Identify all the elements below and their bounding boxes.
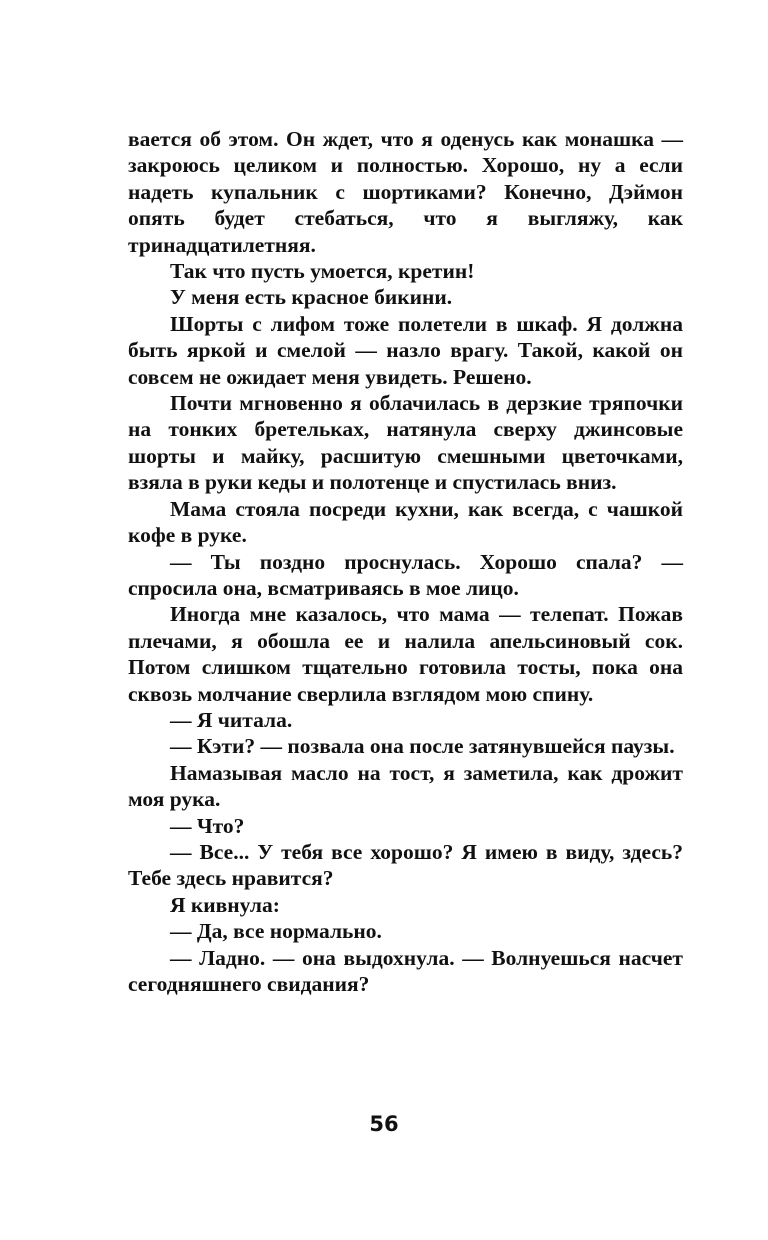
paragraph: Почти мгновенно я облачилась в дерзкие тряпочки на тонких бретельках, натянула сверху джинсовые шорты и майку, расшитую смешными цветочками, взяла в руки кеды и полотенце и спустилась вниз.	[128, 391, 683, 495]
dialogue-line: — Кэти? — позвала она после затянувшейся паузы.	[170, 734, 675, 759]
page-number: 56	[369, 1112, 399, 1136]
dialogue-line: — Все... У тебя все хорошо? Я имею в виду, здесь? Тебе здесь нравится?	[128, 839, 683, 891]
paragraph: Шорты с лифом тоже полетели в шкаф. Я должна быть яркой и смелой — назло врагу. Такой, какой он совсем не ожидает меня увидеть. Решено.	[128, 311, 683, 389]
dialogue-line: — Я читала.	[170, 707, 293, 732]
paragraph-continuation: вается об этом. Он ждет, что я оденусь как монашка — закроюсь целиком и полностью. Хорошо, ну а если надеть купальник с шортиками? Конечно, Дэймон опять будет стебаться, что я выгляжу, как тринадцатилетняя.	[128, 127, 683, 257]
dialogue-line: — Да, все нормально.	[170, 919, 382, 944]
paragraph: Иногда мне казалось, что мама — телепат. Пожав плечами, я обошла ее и налила апельсиновый сок. Потом слишком тщательно готовила тосты, пока она сквозь молчание сверлила взглядом мою спину.	[128, 602, 683, 706]
page-text	[128, 126, 683, 997]
paragraph: Мама стояла посреди кухни, как всегда, с чашкой кофе в руке.	[128, 496, 683, 548]
paragraph: Так что пусть умоется, кретин!	[170, 259, 475, 284]
paragraph: Я кивнула:	[170, 892, 280, 917]
paragraph: Намазывая масло на тост, я заметила, как дрожит моя рука.	[128, 760, 683, 812]
dialogue-line: — Ладно. — она выдохнула. — Волнуешься насчет сегодняшнего свидания?	[128, 945, 683, 996]
dialogue-line: — Ты поздно проснулась. Хорошо спала? — спросила она, всматриваясь в мое лицо.	[128, 549, 683, 600]
dialogue-line: — Что?	[170, 813, 245, 838]
paragraph: У меня есть красное бикини.	[170, 285, 453, 310]
